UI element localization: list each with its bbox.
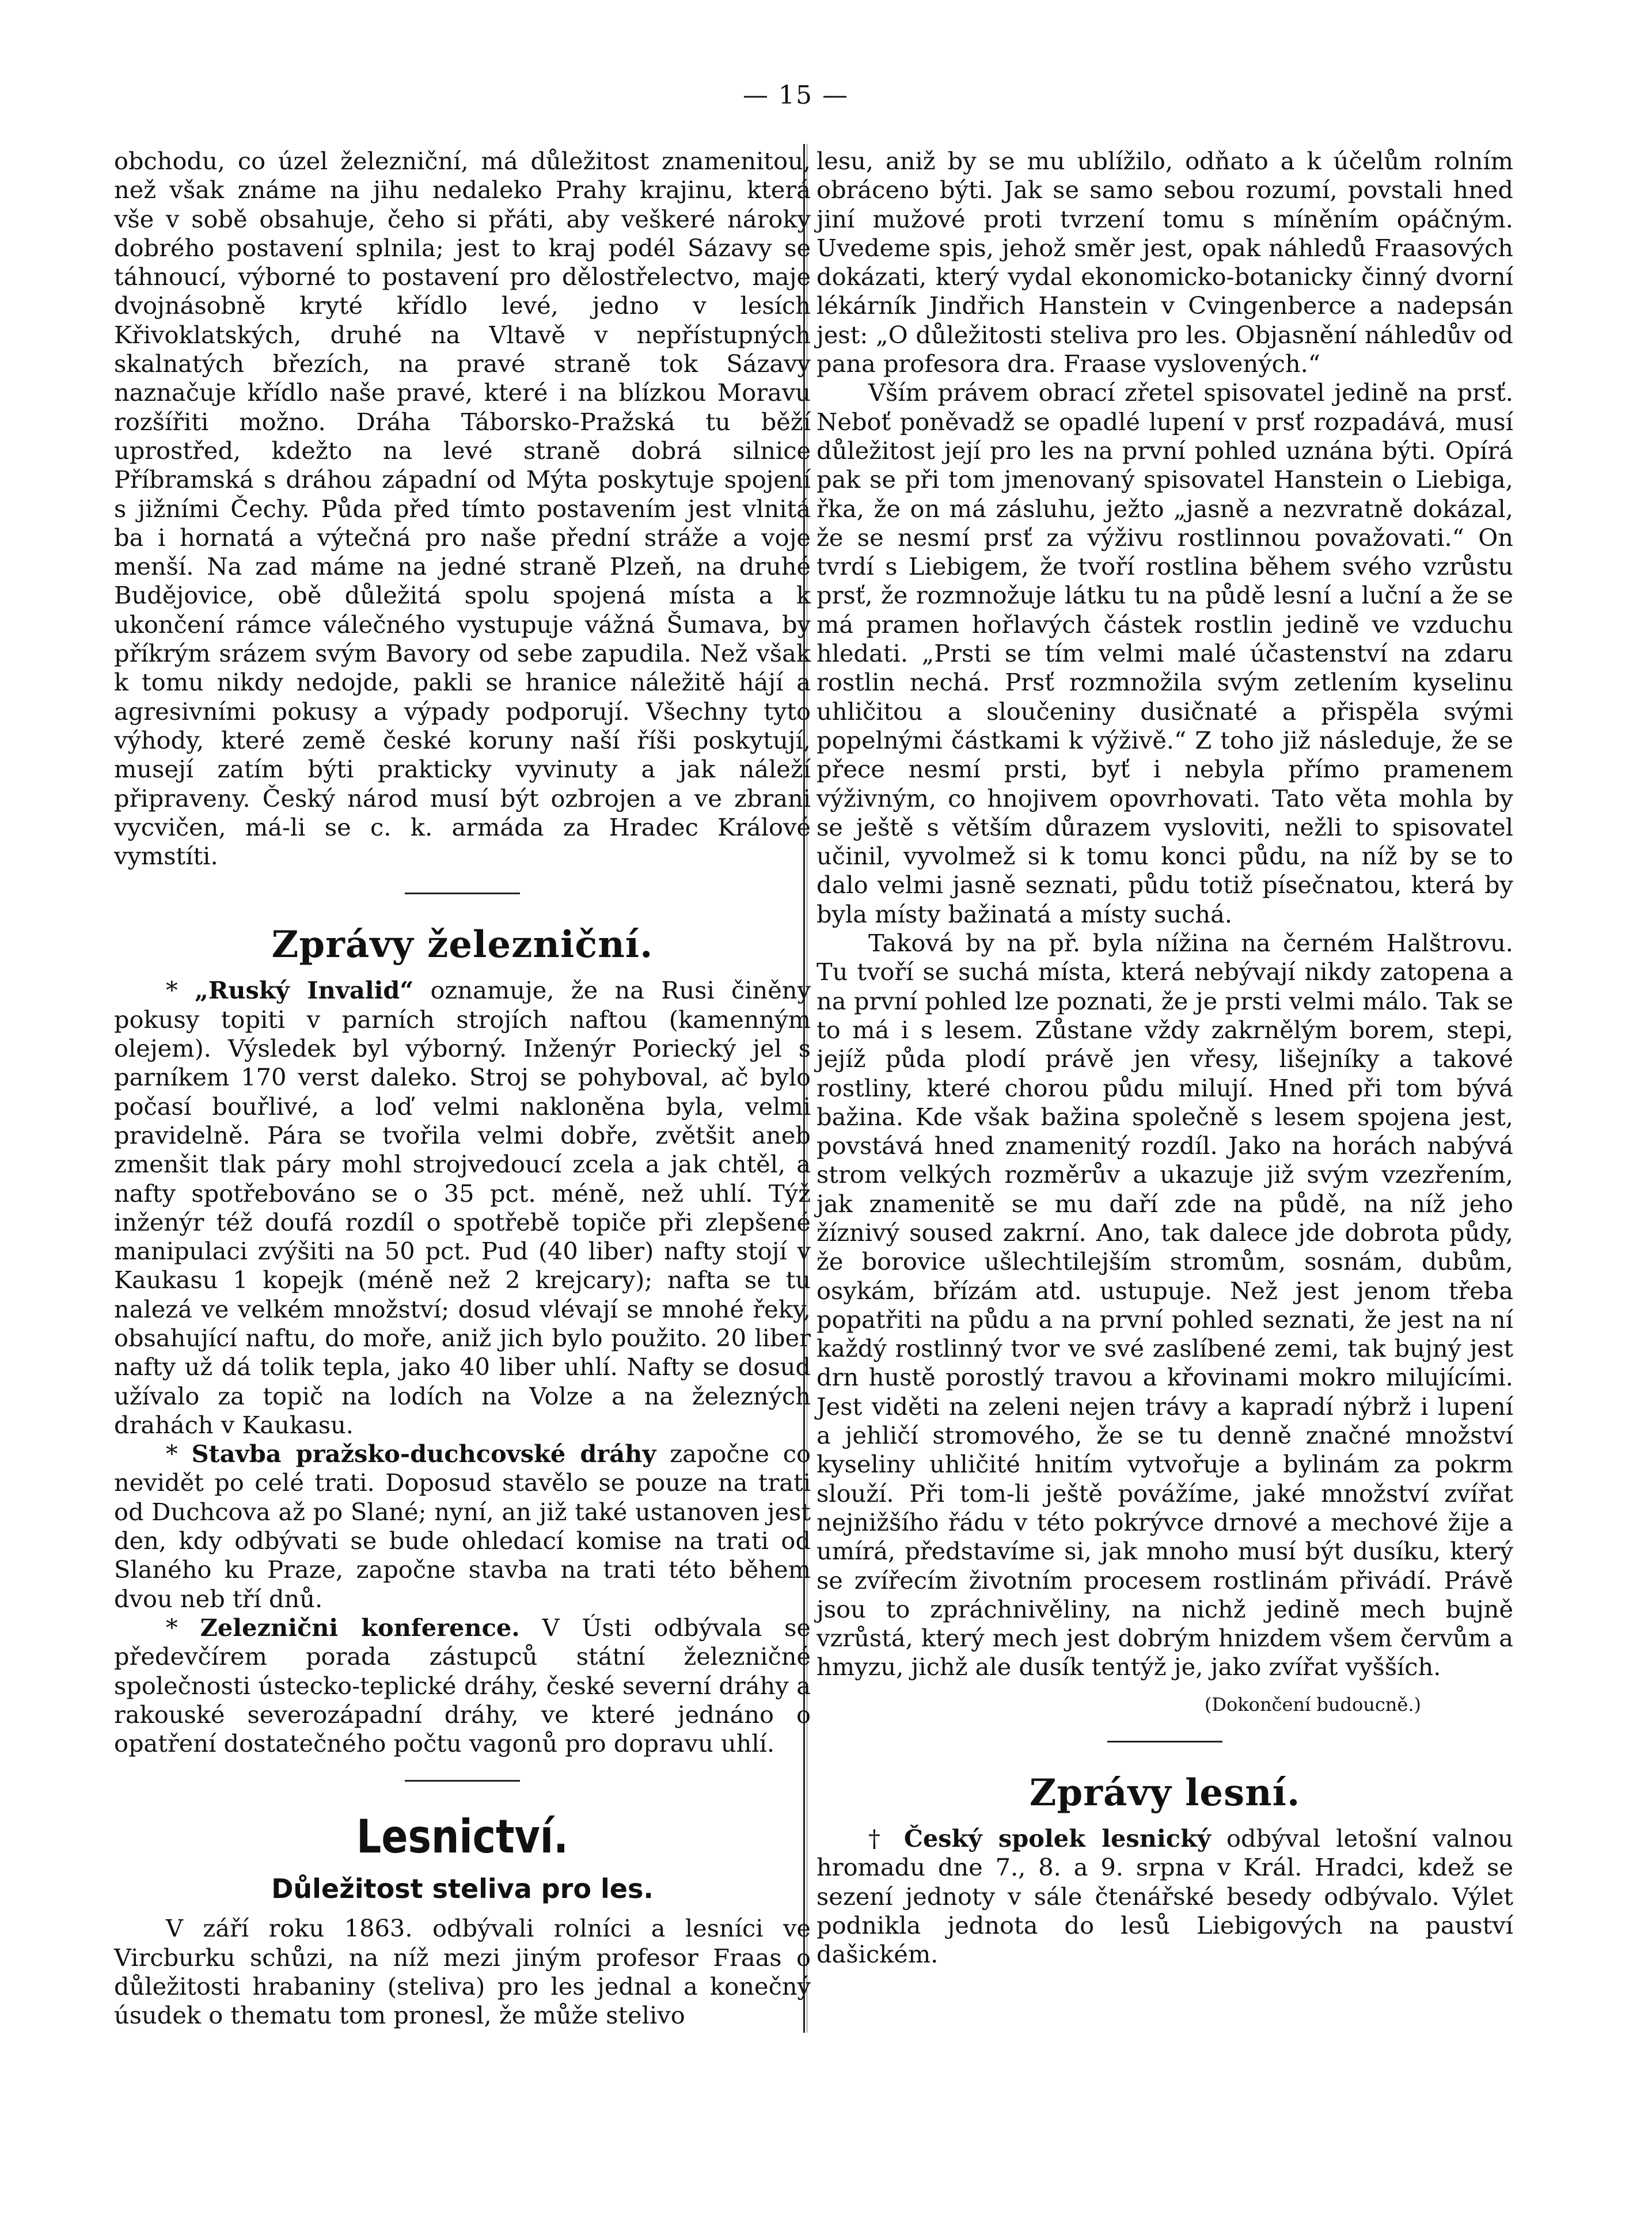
left-column [114, 147, 811, 2030]
article-paragraph-1: lesu, aniž by se mu ublížilo, odňato a k účelům rolním obráceno býti. Jak se samo sebou rozumí, povstali hned jiní mužové proti tvrzení tomu s míněním opáčným. Uvedeme spis, jehož směr jest, opak náhledů Fraasových dokázati, který vydal ekonomicko-botanicky činný dvorní lékárník Jindřich Hanstein v Cvingenberce a nadepsán jest: „O důležitosti steliva pro les. Objasnění náhledův od pana profesora dra. Fraase vyslovených.“ [816, 147, 1513, 378]
article-paragraph-start: V září roku 1863. odbývali rolníci a lesníci ve Vircburku schůzi, na níž mezi jiným profesor Fraas o důležitosti hrabaniny (steliva) pro les jednal a konečný úsudek o thematu tom pronesl, že může stelivo [114, 1914, 811, 2030]
article-subheading: Důležitost steliva pro les. [271, 1873, 654, 1905]
continued-note: (Dokončení budoucně.) [1204, 1693, 1421, 1715]
section-divider [1107, 1741, 1222, 1743]
intro-paragraph: obchodu, co úzel železniční, má důležitost znamenitou, než však známe na jihu nedaleko Prahy krajinu, která vše v sobě obsahuje, čeho si přáti, aby veškeré nároky dobrého postavení splnila; jest to kraj podél Sázavy se táhnoucí, výborné to postavení pro dělostřelectvo, maje dvojnásobně kryté křídlo levé, jedno v lesích Křivoklatských, druhé na Vltavě v nepřístupných skalnatých březích, na pravé straně tok Sázavy naznačuje křídlo naše pravé, které i na blízkou Moravu rozšířiti možno. Dráha Táborsko-Pražská tu běží uprostřed, kdežto na levé straně dobrá silnice Příbramská s dráhou západní od Mýta poskytuje spojení s jižními Čechy. Půda před tímto postavením jest vlnitá ba i hornatá a výtečná pro naše přední stráže a voje menší. Na zad máme na jedné straně Plzeň, na druhé Budějovice, obě důležitá spolu spojená místa a k ukončení rámce válečného vystupuje vážná Šumava, by příkrým srázem svým Bavory od sebe zapudila. Než však k tomu nikdy nedojde, pakli se hranice náležitě hájí a agresivními pokusy a výpady podporují. Všechny tyto výhody, které země české koruny naší říši poskytují, musejí zatím býti prakticky vyvinuty a jak náleží připraveny. Český národ musí být ozbrojen a ve zbrani vycvičen, má-li se c. k. armáda za Hradec Králové vymstíti. [114, 147, 811, 871]
forest-news-item-text: odbýval letošní valnou hromadu dne 7., 8. a 9. srpna v Král. Hradci, kdež se sezení jednoty v sále čtenářské besedy odbývalo. Výlet podnikla jednota do lesů Liebigových na pauství dašickém. [816, 1824, 1513, 1969]
news-item-3-title: Zeleznični konference. [200, 1613, 520, 1642]
news-item-2-title: Stavba pražsko-duchcovské dráhy [191, 1440, 656, 1468]
forest-news-item-title: Český spolek lesnický [903, 1824, 1211, 1853]
section-heading-railway-news: Zprávy železniční. [271, 923, 654, 967]
news-item-1: * „Ruský Invalid“ oznamuje, že na Rusi činěny pokusy topiti v parních strojích naftou (kamenným olejem). Výsledek byl výborný. Inženýr Poriecký jel s parníkem 170 verst daleko. Stroj se pohyboval, ač bylo počasí bouřlivé, a loď velmi nakloněna byla, velmi pravidelně. Pára se tvořila velmi dobře, zvětšit aneb zmenšit tlak páry mohl strojvedoucí zcela a jak chtěl, a nafty spotřebováno se o 35 pct. méně, než uhlí. Týž inženýr též doufá rozdíl o spotřebě topiče při zlepšené manipulaci zvýšiti na 50 pct. Pud (40 liber) nafty stojí v Kaukasu 1 kopejk (méně než 2 krejcary); nafta se tu nalezá ve velkém množství; dosud vlévají se mnohé řeky, obsahující naftu, do moře, aniž jich bylo použito. 20 liber nafty už dá tolik tepla, jako 40 liber uhlí. Nafty se dosud užívalo za topič na lodích na Volze a na železných drahách v Kaukasu. [114, 976, 811, 1439]
article-paragraph-2: Vším právem obrací zřetel spisovatel jedině na prsť. Neboť poněvadž se opadlé lupení v prsť rozpadává, musí důležitost její pro les na první pohled uznána býti. Opírá pak se při tom jmenovaný spisovatel Hanstein o Liebiga, řka, že on má zásluhu, ježto „jasně a nezvratně dokázal, že se nesmí prsť za výživu rostlinnou považovati.“ On tvrdí s Liebigem, že tvoří rostlina během svého vzrůstu prsť, že rozmnožuje látku tu na půdě lesní a luční a že se má pramen hořlavých částek rostlin jedině ve vzduchu hledati. „Prsti se tím velmi malé účastenství na zdaru rostlin nechá. Prsť rozmnožila svým zetlením kyselinu uhličitou a sloučeniny dusičnaté a přispěla svými popelnými částkami k výživě.“ Z toho již následuje, že se přece nesmí prsti, byť i nebyla přímo pramenem výživným, co hnojivem opovrhovati. Tato věta mohla by se ještě s větším důrazem vysloviti, nežli to spisovatel učinil, vyvolmež si k tomu konci půdu, na níž by se to dalo velmi jasně seznati, půdu totiž písečnatou, která by byla místy bažinatá a místy suchá. [816, 378, 1513, 928]
section-heading-forest-news: Zprávy lesní. [1029, 1771, 1301, 1815]
news-item-1-text: oznamuje, že na Rusi činěny pokusy topiti v parních strojích naftou (kamenným olejem). Výsledek byl výborný. Inženýr Poriecký jel s parníkem 170 verst daleko. Stroj se pohyboval, ač bylo počasí bouřlivé, a loď velmi nakloněna byla, velmi pravidelně. Pára se tvořila velmi dobře, zvětšit aneb zmenšit tlak páry mohl strojvedoucí zcela a jak chtěl, a nafty spotřebováno se o 35 pct. méně, než uhlí. Týž inženýr též doufá rozdíl o spotřebě topiče při zlepšené manipulaci zvýšiti na 50 pct. Pud (40 liber) nafty stojí v Kaukasu 1 kopejk (méně než 2 krejcary); nafta se tu nalezá ve velkém množství; dosud vlévají se mnohé řeky, obsahující naftu, do moře, aniž jich bylo použito. 20 liber nafty už dá tolik tepla, jako 40 liber uhlí. Nafty se dosud užívalo za topič na lodích na Volze a na železných drahách v Kaukasu. [114, 976, 811, 1439]
news-item-3: * Zeleznični konference. V Ústi odbývala se předevčírem porada zástupců státní železničné společnosti ústecko-teplické dráhy, české severní dráhy a rakouské severozápadní dráhy, ve které jednáno o opatření dostatečného počtu vagonů pro dopravu uhlí. [114, 1613, 811, 1758]
section-divider [405, 1780, 520, 1782]
page-number: — 15 — [743, 81, 849, 110]
section-divider [405, 893, 520, 894]
section-heading-forestry: Lesnictví. [356, 1810, 568, 1864]
news-item-3-text: V Ústi odbývala se předevčírem porada zástupců státní železničné společnosti ústecko-teplické dráhy, české severní dráhy a rakouské severozápadní dráhy, ve které jednáno o opatření dostatečného počtu vagonů pro dopravu uhlí. [114, 1613, 811, 1758]
news-item-2: * Stavba pražsko-duchcovské dráhy započne co nevidět po celé trati. Doposud stavělo se pouze na trati od Duchcova až po Slané; nyní, an již také ustanoven jest den, kdy odbývati se bude ohledací komise na trati od Slaného ku Praze, započne stavba na trati této během dvou neb tří dnů. [114, 1440, 811, 1613]
news-item-2-text: započne co nevidět po celé trati. Doposud stavělo se pouze na trati od Duchcova až po Slané; nyní, an již také ustanoven jest den, kdy odbývati se bude ohledací komise na trati od Slaného ku Praze, započne stavba na trati této během dvou neb tří dnů. [114, 1440, 811, 1613]
news-item-1-title: „Ruský Invalid“ [195, 976, 414, 1005]
right-column [816, 147, 1513, 1969]
article-paragraph-3: Taková by na př. byla nížina na černém Halštrovu. Tu tvoří se suchá místa, která nebývají nikdy zatopena a na první pohled lze poznati, že je prsti velmi málo. Tak se to má i s lesem. Zůstane vždy zakrnělým borem, stepi, jejíž půda plodí právě jen vřesy, lišejníky a takové rostliny, které chorou půdu milují. Hned při tom bývá bažina. Kde však bažina společně s lesem spojena jest, povstává hned znamenitý rozdíl. Jako na horách nabývá strom velkých rozměrův a ukazuje již svým vzezřením, jak znamenitě se mu daří zde na půdě, na níž jeho žíznivý soused zakrní. Ano, tak dalece jde dobrota půdy, že borovice ušlechtilejším stromům, sosnám, dubům, osykám, břízám atd. ustupuje. Než jest jenom třeba popatřiti na půdu a na první pohled seznati, že jest na ní každý rostlinný tvor ve své zaslíbené zemi, tak bujný jest drn hustě porostlý travou a křovinami mokro milujícími. Jest viděti na zeleni nejen trávy a kapradí nýbrž i lupení a jehličí stromového, že se tu denně značné množství kyseliny uhličité hnitím vytvořuje a bylinám za pokrm slouží. Při tom-li ještě povážíme, jaké množství zvířat nejnižšího řádu v této pokrývce drnové a mechové žije a umírá, představíme si, jak mnoho musí být dusíku, který se zvířecím životním procesem rostlinám přivádí. Právě jsou to zpráchnivěliny, na nichž jedině mech bujně vzrůstá, který mech jest dobrým hnizdem všem červům a hmyzu, jichž ale dusík tentýž je, jako zvířat vyšších. [816, 929, 1513, 1681]
forest-news-item: † Český spolek lesnický odbýval letošní valnou hromadu dne 7., 8. a 9. srpna v Král. Hradci, kdež se sezení jednoty v sále čtenářské besedy odbývalo. Výlet podnikla jednota do lesů Liebigových na pauství dašickém. [816, 1824, 1513, 1969]
